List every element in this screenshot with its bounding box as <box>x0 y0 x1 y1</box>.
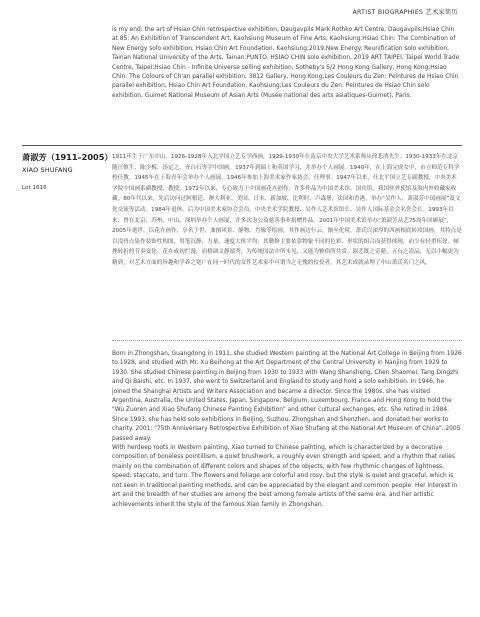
biography-english-paragraph-2: With herdeep roots in Western painting, Xiao turned to Chinese painting, which is characterized by a decorative composition of boneless pointillism, a quiet brushwork, a roughly even strength and speed, and a rhythm that relies mainly on the combination of different colors and shapes of the objects, with few rhythmic changes of lightness, speed, staccato, and turn. The flowers and foliage are colorful and rosy, but the style is quiet and graceful, which is not seen in traditional painting methods, and can be appreciated by the elegant and common people. Her interest in art and the breadth of her studies are among the best among female artists of the same era, and her artistic achievements inherit the style of the famous Xiao family in Zhongshan. <box>112 445 458 508</box>
section-header: ARTIST BIOGRAPHIES 艺术家简历 <box>352 9 458 16</box>
artist-name-chinese: 萧淑芳（1911–2005） <box>22 152 113 162</box>
previous-bio-continuation <box>112 26 462 101</box>
language-divider <box>112 340 462 341</box>
biography-chinese <box>112 152 462 269</box>
biography-chinese-text: 1911年生于广东中山。1926-1928年入北平国立艺专学西画，1929-1930年在南京中央大学艺术系师从徐悲鸿先生。1930-1933年在北京随汪慎生、陈少梅、汤定之、齐白石等学中国画。1937年到瑞士和英国学习，并举办个人画展。1940年，在上海完成女中，市立师范专科学校任教。1945年在上海青年会举办个人画展。1946年参加上海美术家作家协会，任理事。1947年以来，任北平国立艺专副教授，中央美术学院中国画系副教授、教授。1972年以来，专心致力于中国画花卉创作，许多作品为中国美术馆、国宾馆、我国驻外使馆及海内外收藏家收藏。80年代以来，先后访问过阿根廷、澳大利亚、美国、日本、新加坡、比利时、卢森堡、法国和香港，举办“吴作人、萧淑芳中国画展”及文化交流等活动。1984年退休。后为中国美术家协会会员、中央美术学院教授、吴作人艺术馆馆长、吴作人国际基金会名誉会长。1993年以来，曾在北京、苏州、中山、深圳举办个人画展，并多次为公益慈善事业捐赠作品。2001年中国美术馆举办“萧淑芳从艺75周年回顾展”，2005年逝世。以花卉画作，享名于世，兼擅风景、静物、肖像等绘画，其作画迈行云，渐至化境，萧氏以深厚的西画根底转攻国画，其特点是以没骨点染作装饰性构图，用笔沉静、力量、速度大体平均，其勤修主要依靠物象不同的色彩、形状的组合而获得体现，而少有轻重疾徐、顿挫转折的节奏变化。花卉或初烂漫，而格调文静端秀，为传统国法中所未见，又能为雅俗所共赏。淑艺既之奇葩，五台之清品，无以小幅更为精到，对艺术方面的旨趣和学养之宽广在同一时代的女性艺术家中可谓当之无愧的佼佼者，其艺术成就录埋了中山萧氏名门之风。 <box>112 154 462 266</box>
lot-number: Lot 1616 <box>22 185 47 191</box>
artist-name-english: XIAO SHUFANG <box>22 166 73 174</box>
section-divider <box>22 145 462 146</box>
biography-english <box>112 350 462 510</box>
previous-bio-text: is my end: the art of Hsiao Chin retrospective exhibition, Daugavpils Mark Rothko Art Centre, Daugavpils;Hsiao Chin at 85: An Exhibition of Transcendent Art, Kaohsiung Museum of Fine Arts, Kaohsiung;Hsiao Chin: The Combination of New Energy solo exhibition, Hsiao Chin Art Foundation, Kaohsiung;2019,New Energy. Reunification solo exhibition, Tainan National University of the Arts, Tainan;PUNTO. HSIAO CHIN solo exhibition, 2019 ART TAIPEI, Taipei World Trade Centre, Taipei;Hsiao Chin - Infinite Universe selling exhibition, Sotheby's S/2 Hong Kong Gallery, Hong Kong;Hsiao Chin: The Colours of Ch'an parallel exhibition, 3812 Gallery, Hong Kong;Les Couleurs du Zen: Peintures de Hsiao Chin parallel exhibition, Hsiao Chin Art Foundation, Kaohsiung;Les Couleurs du Zen: Peintures de Hsiao Chin solo exhibition, Guimet National Museum of Asian Arts (Musée national des arts asiatiques-Guimet), Paris. <box>112 27 460 99</box>
biography-english-paragraph-1: Born in Zhongshan, Guangdong in 1911, she studied Western painting at the National Art College in Beijing from 1926 to 1928, and studied with Mr. Xu Beihong at the Art Department of the Central University in Nanjing from 1929 to 1930. She studied Chinese painting in Beijing from 1930 to 1933 with Wang Shansheng, Chen Shaomei, Tang Dingzhi and Qi Baishi, etc. In 1937, she went to Switzerland and England to study and hold a solo exhibition. In 1946, he joined the Shanghai Artists and Writers Association and became a director. Since the 1980s, she has visited Argentina, Australia, the United States, Japan, Singapore, Belgium, Luxembourg, France and Hong Kong to hold the "Wu Zuoren and Xiao Shufang Chinese Painting Exhibition" and other cultural exchanges, etc. She retired in 1984. Since 1993, she has held solo exhibitions in Beijing, Suzhou, Zhongshan and Shenzhen, and donated her works to charity. 2001: "75th Anniversary Retrospective Exhibition of Xiao Shufang at the National Art Museum of China". 2005 passed away. <box>112 351 462 442</box>
